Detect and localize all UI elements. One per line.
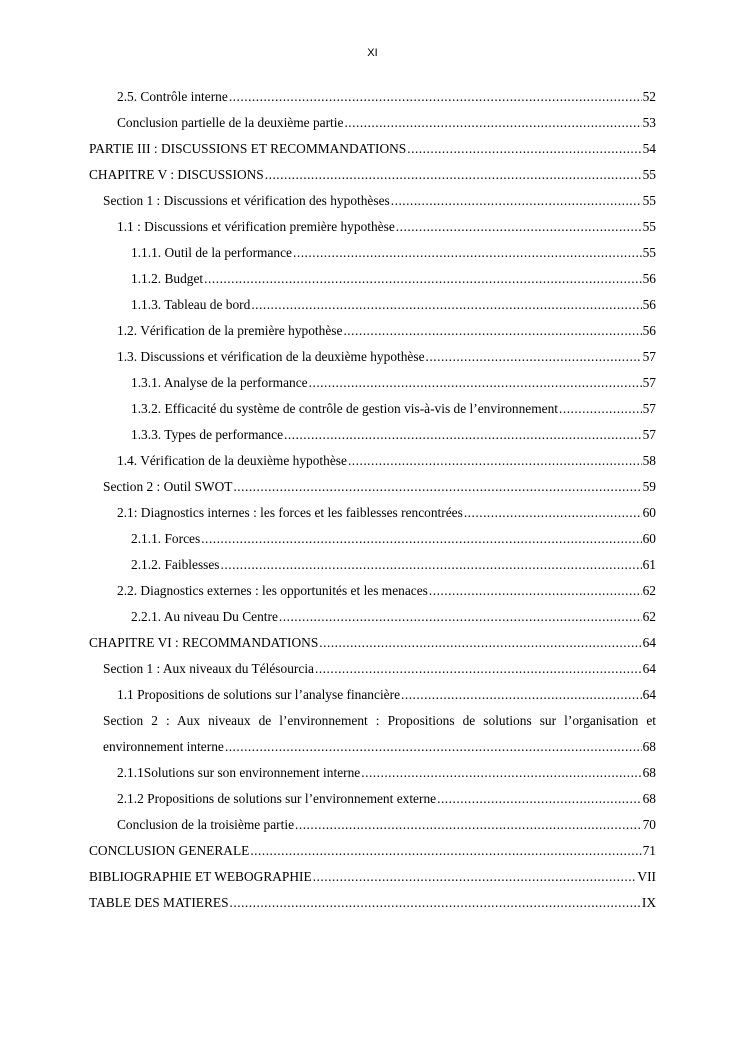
dot-leader xyxy=(250,838,641,864)
toc-entry-title: 2.1.2. Faiblesses xyxy=(131,557,220,572)
toc-entry-title: 1.1 : Discussions et vérification première hypothèse xyxy=(117,219,395,234)
toc-entry-page: 64 xyxy=(642,635,656,650)
toc-entry-page: 59 xyxy=(642,479,656,494)
dot-leader xyxy=(204,266,641,292)
toc-entry-page: VII xyxy=(637,869,656,884)
toc-entry-title: 2.1.1. Forces xyxy=(131,531,201,546)
toc-entry-page: 68 xyxy=(642,791,656,806)
toc-entry[interactable] xyxy=(89,890,656,916)
toc-entry[interactable] xyxy=(89,266,656,292)
toc-entry[interactable] xyxy=(89,474,656,500)
dot-leader xyxy=(344,110,641,136)
toc-entry-title: CHAPITRE V : DISCUSSIONS xyxy=(89,167,264,182)
toc-entry-page: IX xyxy=(641,895,656,910)
toc-entry-title: 2.2.1. Au niveau Du Centre xyxy=(131,609,278,624)
toc-entry[interactable] xyxy=(89,188,656,214)
toc-entry-title: PARTIE III : DISCUSSIONS ET RECOMMANDATIONS xyxy=(89,141,407,156)
toc-entry-title: 2.5. Contrôle interne xyxy=(117,89,228,104)
toc-entry[interactable] xyxy=(89,786,656,812)
toc-entry-page: 64 xyxy=(642,661,656,676)
toc-entry[interactable] xyxy=(89,630,656,656)
toc-entry-page: 55 xyxy=(642,219,656,234)
dot-leader xyxy=(437,786,642,812)
dot-leader xyxy=(391,188,642,214)
toc-entry-page: 53 xyxy=(642,115,656,130)
toc-entry[interactable] xyxy=(89,84,656,110)
toc-entry-page: 55 xyxy=(642,193,656,208)
toc-entry-page: 58 xyxy=(642,453,656,468)
dot-leader xyxy=(233,474,641,500)
toc-entry[interactable] xyxy=(89,136,656,162)
toc-entry-title: environnement interne xyxy=(103,739,224,754)
dot-leader xyxy=(201,526,641,552)
toc-entry-page: 57 xyxy=(642,349,656,364)
dot-leader xyxy=(279,604,642,630)
toc-entry-title: 1.1.2. Budget xyxy=(131,271,204,286)
toc-entry-page: 60 xyxy=(642,505,656,520)
toc-entry-page: 61 xyxy=(642,557,656,572)
dot-leader xyxy=(361,760,641,786)
toc-entry[interactable] xyxy=(89,552,656,578)
toc-entry-page: 57 xyxy=(642,427,656,442)
toc-entry[interactable] xyxy=(89,396,656,422)
toc-entry[interactable] xyxy=(89,110,656,136)
toc-entry-title: 1.1.1. Outil de la performance xyxy=(131,245,293,260)
toc-entry-title: 1.3. Discussions et vérification de la deuxième hypothèse xyxy=(117,349,425,364)
toc-entry[interactable] xyxy=(89,734,656,760)
toc-entry-page: 68 xyxy=(642,739,656,754)
toc-entry-page: 56 xyxy=(642,271,656,286)
toc-entry-title: TABLE DES MATIERES xyxy=(89,895,229,910)
dot-leader xyxy=(401,682,642,708)
dot-leader xyxy=(343,318,641,344)
toc-entry-title: Section 2 : Aux niveaux de l’environnement : Propositions de solutions sur l’organisation et xyxy=(103,713,656,728)
dot-leader xyxy=(309,370,642,396)
toc-entry-page: 55 xyxy=(642,245,656,260)
toc-entry[interactable] xyxy=(89,578,656,604)
toc-entry-page: 57 xyxy=(642,375,656,390)
toc-entry[interactable] xyxy=(89,812,656,838)
dot-leader xyxy=(407,136,641,162)
dot-leader xyxy=(265,162,642,188)
toc-entry-title: 2.1.2 Propositions de solutions sur l’environnement externe xyxy=(117,791,437,806)
toc-entry-title: CHAPITRE VI : RECOMMANDATIONS xyxy=(89,635,319,650)
dot-leader xyxy=(251,292,641,318)
toc-entry[interactable] xyxy=(89,292,656,318)
toc-entry-page: 54 xyxy=(642,141,656,156)
toc-entry-title: 2.1: Diagnostics internes : les forces et les faiblesses rencontrées xyxy=(117,505,463,520)
dot-leader xyxy=(319,630,641,656)
toc-entry[interactable] xyxy=(89,760,656,786)
toc-entry-title: Section 1 : Discussions et vérification des hypothèses xyxy=(103,193,390,208)
toc-entry-title: BIBLIOGRAPHIE ET WEBOGRAPHIE xyxy=(89,869,312,884)
toc-entry[interactable] xyxy=(89,344,656,370)
toc-entry[interactable] xyxy=(89,526,656,552)
toc-entry-page: 62 xyxy=(642,583,656,598)
page-number: XI xyxy=(367,47,378,59)
toc-entry[interactable] xyxy=(89,240,656,266)
toc-entry-page: 62 xyxy=(642,609,656,624)
toc-entry-title: 2.1.1Solutions sur son environnement interne xyxy=(117,765,361,780)
toc-entry[interactable] xyxy=(89,370,656,396)
toc-entry-title: 1.2. Vérification de la première hypothèse xyxy=(117,323,343,338)
dot-leader xyxy=(464,500,642,526)
toc-entry-title: CONCLUSION GENERALE xyxy=(89,843,250,858)
dot-leader xyxy=(559,396,642,422)
toc-entry-page: 71 xyxy=(642,843,656,858)
toc-entry[interactable] xyxy=(89,864,656,890)
toc-entry-page: 55 xyxy=(642,167,656,182)
toc-entry-title: 2.2. Diagnostics externes : les opportunités et les menaces xyxy=(117,583,428,598)
toc-entry-title: 1.1.3. Tableau de bord xyxy=(131,297,251,312)
toc-entry[interactable] xyxy=(89,682,656,708)
toc-entry-title: Section 1 : Aux niveaux du Télésourcia xyxy=(103,661,314,676)
toc-entry[interactable] xyxy=(89,448,656,474)
toc-entry-page: 56 xyxy=(642,323,656,338)
toc-entry[interactable] xyxy=(89,500,656,526)
toc-entry-page: 57 xyxy=(642,401,656,416)
toc-entry[interactable] xyxy=(89,214,656,240)
toc-entry[interactable] xyxy=(89,318,656,344)
toc-entry[interactable] xyxy=(89,604,656,630)
toc-entry-title: Section 2 : Outil SWOT xyxy=(103,479,233,494)
dot-leader xyxy=(230,890,641,916)
toc-entry-page: 68 xyxy=(642,765,656,780)
dot-leader xyxy=(315,656,642,682)
toc-entry-title: Conclusion partielle de la deuxième partie xyxy=(117,115,344,130)
toc-entry-page: 70 xyxy=(642,817,656,832)
dot-leader xyxy=(429,578,642,604)
toc-entry-page: 60 xyxy=(642,531,656,546)
dot-leader xyxy=(348,448,642,474)
toc-entry[interactable] xyxy=(89,656,656,682)
toc-entry-title: 1.3.1. Analyse de la performance xyxy=(131,375,308,390)
dot-leader xyxy=(426,344,642,370)
toc-entry-title: 1.3.3. Types de performance xyxy=(131,427,284,442)
toc-entry-title: Conclusion de la troisième partie xyxy=(117,817,295,832)
toc-entry-title: 1.4. Vérification de la deuxième hypothèse xyxy=(117,453,347,468)
toc-entry[interactable] xyxy=(89,422,656,448)
dot-leader xyxy=(293,240,642,266)
toc-entry[interactable] xyxy=(89,708,656,734)
table-of-contents xyxy=(89,84,656,916)
dot-leader xyxy=(295,812,642,838)
toc-entry-title: 1.3.2. Efficacité du système de contrôle de gestion vis-à-vis de l’environnement xyxy=(131,401,559,416)
toc-entry-page: 56 xyxy=(642,297,656,312)
dot-leader xyxy=(313,864,637,890)
toc-entry-page: 52 xyxy=(642,89,656,104)
dot-leader xyxy=(229,84,642,110)
dot-leader xyxy=(225,734,642,760)
dot-leader xyxy=(396,214,642,240)
toc-entry[interactable] xyxy=(89,838,656,864)
dot-leader xyxy=(221,552,642,578)
toc-entry[interactable] xyxy=(89,162,656,188)
toc-entry-title: 1.1 Propositions de solutions sur l’analyse financière xyxy=(117,687,401,702)
toc-entry-page: 64 xyxy=(642,687,656,702)
dot-leader xyxy=(284,422,642,448)
